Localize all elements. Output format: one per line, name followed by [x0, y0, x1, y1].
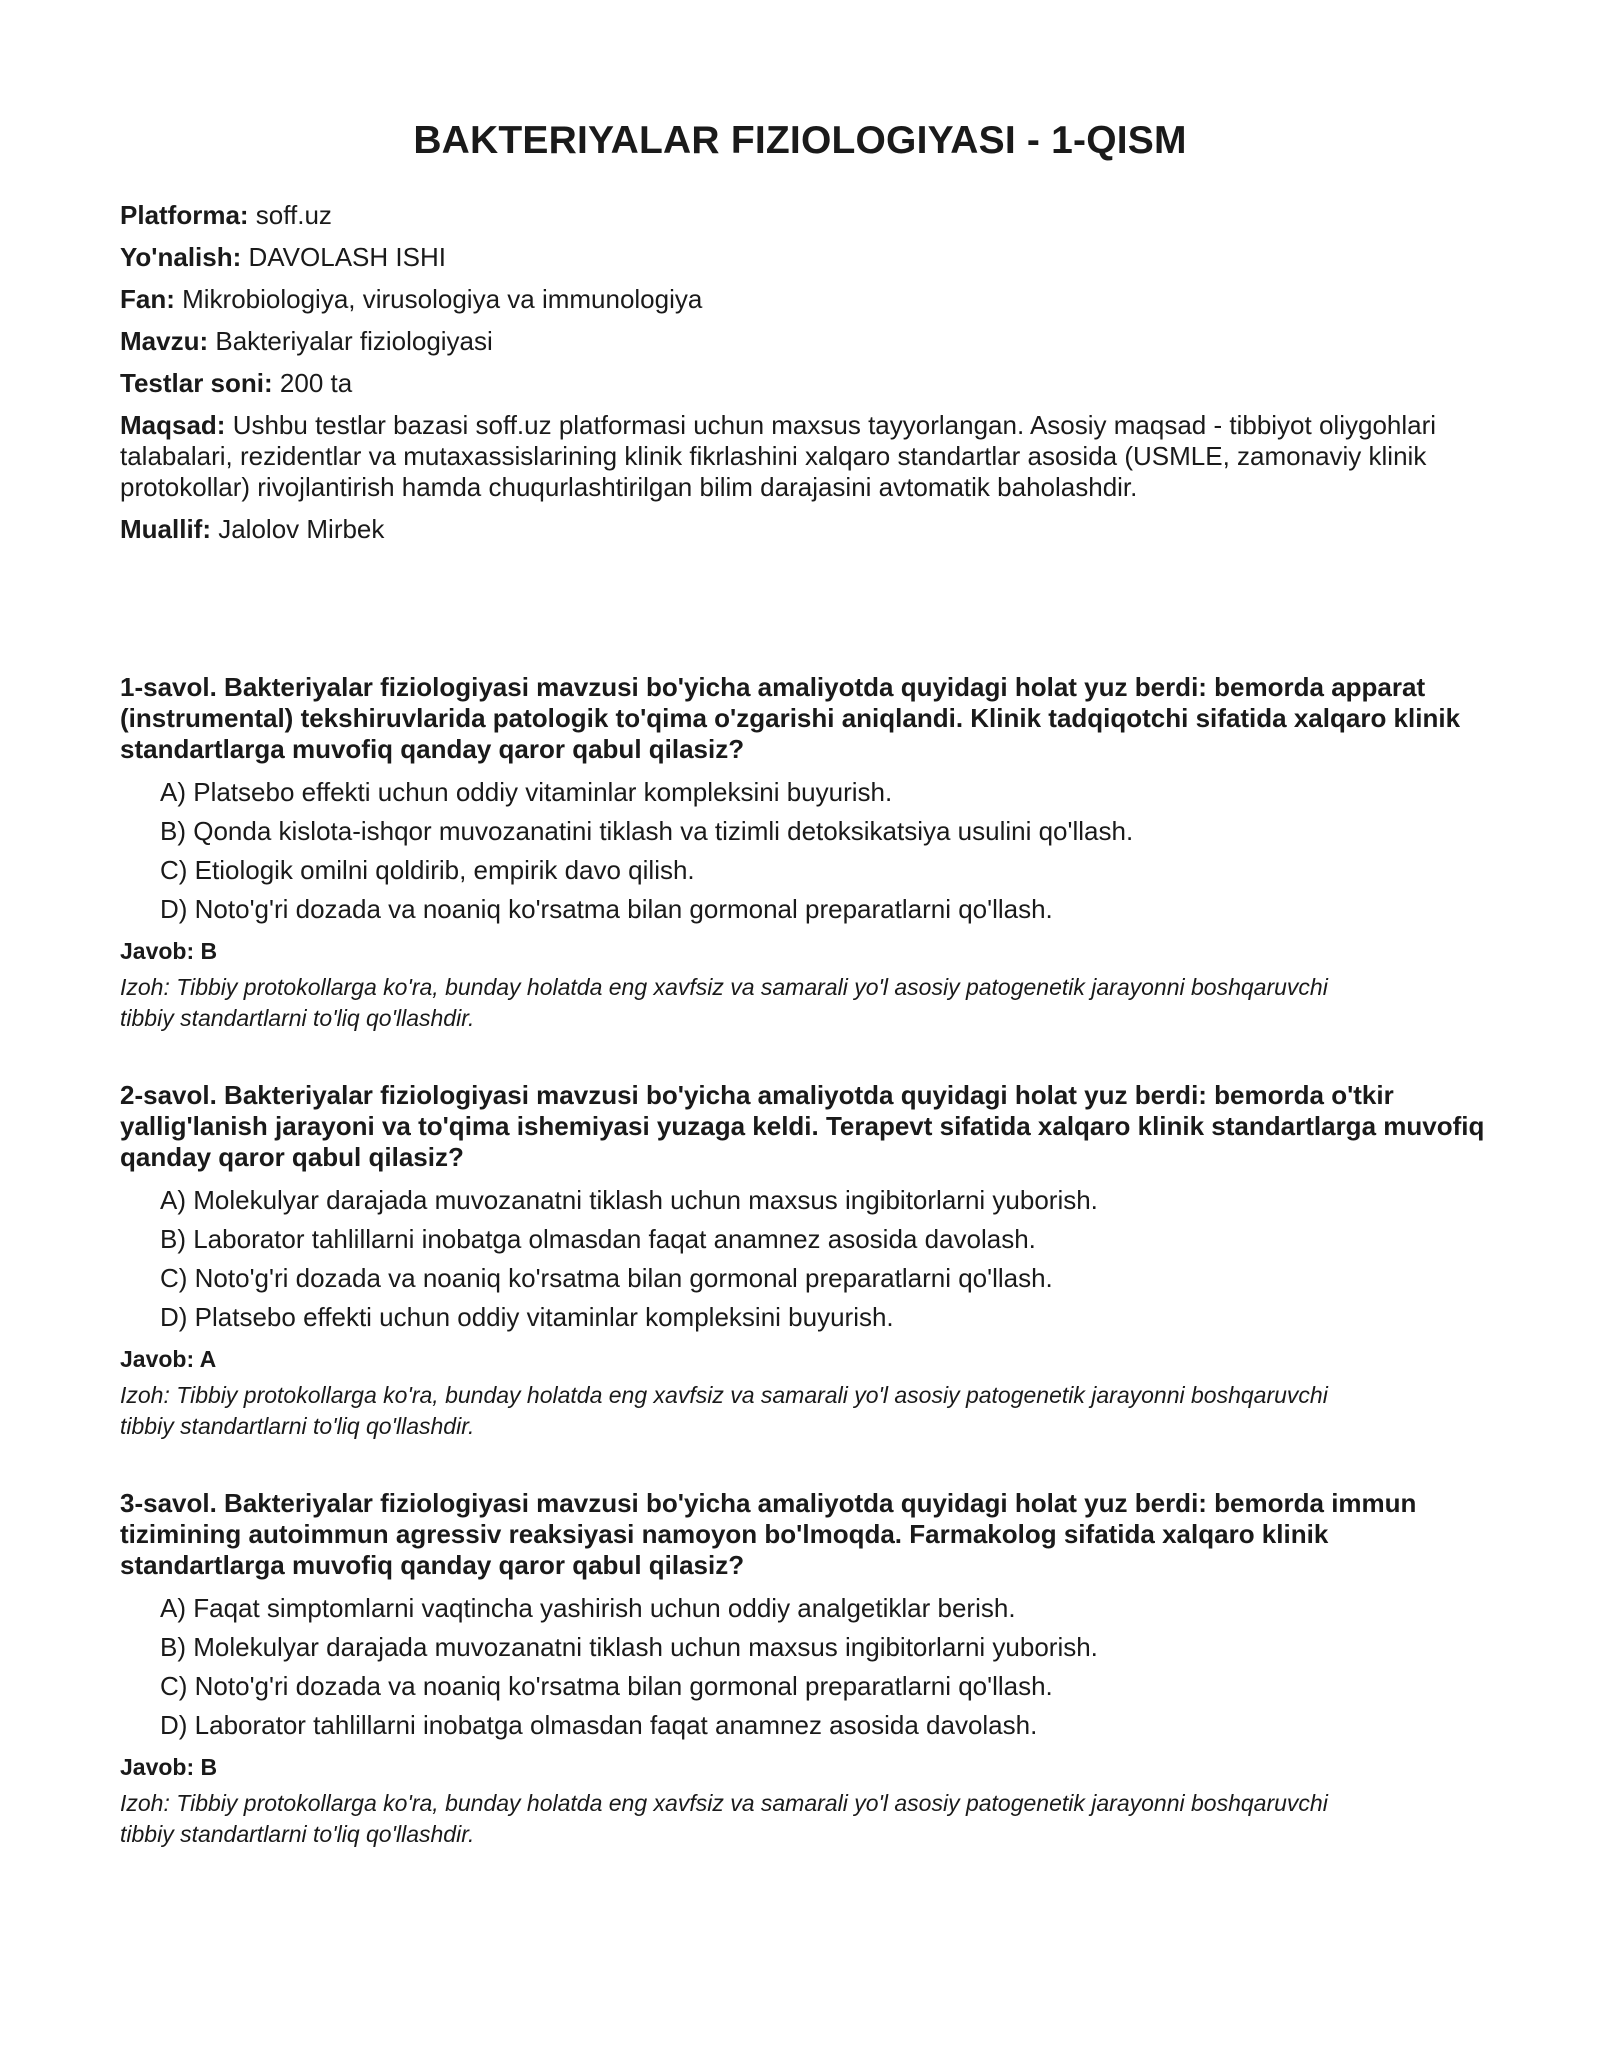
options-list — [120, 1185, 1490, 1333]
option-d: D) Noto'g'ri dozada va noaniq ko'rsatma bilan gormonal preparatlarni qo'llash. — [160, 894, 1053, 924]
document-title: BAKTERIYALAR FIZIOLOGIYASI - 1-QISM — [413, 119, 1187, 162]
meta-key: Yo'nalish: — [120, 242, 242, 272]
meta-key: Mavzu: — [120, 326, 209, 356]
option-c: C) Noto'g'ri dozada va noaniq ko'rsatma bilan gormonal preparatlarni qo'llash. — [160, 1263, 1053, 1293]
meta-key: Testlar soni: — [120, 368, 273, 398]
meta-value: DAVOLASH ISHI — [241, 242, 446, 272]
option-d: D) Laborator tahlillarni inobatga olmasdan faqat anamnez asosida davolash. — [160, 1710, 1038, 1740]
question-2 — [120, 1080, 1490, 1442]
meta-value: Jalolov Mirbek — [211, 514, 385, 544]
option-c: C) Noto'g'ri dozada va noaniq ko'rsatma bilan gormonal preparatlarni qo'llash. — [160, 1671, 1053, 1701]
meta-value: Ushbu testlar bazasi soff.uz platformasi uchun maxsus tayyorlangan. Asosiy maqsad - tibbiyot oliygohlari talabalari, rezidentlar va mutaxassislarining klinik fikrlashini xalqaro standartlar asosida (USMLE, zamonaviy klinik protokollar) rivojlantirish hamda chuqurlashtirilgan bilim darajasini avtomatik baholashdir. — [120, 410, 1437, 502]
meta-goal — [120, 410, 1480, 503]
question-3 — [120, 1488, 1490, 1850]
explanation-text: Izoh: Tibbiy protokollarga ko'ra, bunday holatda eng xavfsiz va samarali yo'l asosiy patogenetik jarayonni boshqaruvchi tibbiy standartlarni to'liq qo'llashdir. — [120, 1790, 1328, 1847]
question-text: 2-savol. Bakteriyalar fiziologiyasi mavzusi bo'yicha amaliyotda quyidagi holat yuz berdi: bemorda o'tkir yallig'lanish jarayoni va to'qima ishemiyasi yuzaga keldi. Terapevt sifatida xalqaro klinik standartlarga muvofiq qanday qaror qabul qilasiz? — [120, 1080, 1485, 1172]
explanation-text: Izoh: Tibbiy protokollarga ko'ra, bunday holatda eng xavfsiz va samarali yo'l asosiy patogenetik jarayonni boshqaruvchi tibbiy standartlarni to'liq qo'llashdir. — [120, 1382, 1328, 1439]
option-a: A) Platsebo effekti uchun oddiy vitaminlar kompleksini buyurish. — [160, 777, 893, 807]
meta-key: Maqsad: — [120, 410, 226, 440]
options-list — [120, 1593, 1490, 1741]
meta-value: 200 ta — [272, 368, 353, 398]
meta-key: Muallif: — [120, 514, 211, 544]
meta-key: Fan: — [120, 284, 175, 314]
meta-author — [120, 514, 1480, 545]
option-b: B) Laborator tahlillarni inobatga olmasdan faqat anamnez asosida davolash. — [160, 1224, 1036, 1254]
option-a: A) Faqat simptomlarni vaqtincha yashirish uchun oddiy analgetiklar berish. — [160, 1593, 1016, 1623]
option-b: B) Molekulyar darajada muvozanatni tiklash uchun maxsus ingibitorlarni yuborish. — [160, 1632, 1098, 1662]
question-text: 3-savol. Bakteriyalar fiziologiyasi mavzusi bo'yicha amaliyotda quyidagi holat yuz berdi: bemorda immun tizimining autoimmun agressiv reaksiyasi namoyon bo'lmoqda. Farmakolog sifatida xalqaro klinik standartlarga muvofiq qanday qaror qabul qilasiz? — [120, 1488, 1417, 1580]
question-text: 1-savol. Bakteriyalar fiziologiyasi mavzusi bo'yicha amaliyotda quyidagi holat yuz berdi: bemorda apparat (instrumental) tekshiruvlarida patologik to'qima o'zgarishi aniqlandi. Klinik tadqiqotchi sifatida xalqaro klinik standartlarga muvofiq qanday qaror qabul qilasiz? — [120, 672, 1461, 764]
meta-platform — [120, 200, 1480, 231]
meta-value: soff.uz — [248, 200, 332, 230]
option-a: A) Molekulyar darajada muvozanatni tiklash uchun maxsus ingibitorlarni yuborish. — [160, 1185, 1098, 1215]
meta-topic — [120, 326, 1480, 357]
meta-key: Platforma: — [120, 200, 249, 230]
meta-value: Bakteriyalar fiziologiyasi — [208, 326, 493, 356]
question-1 — [120, 672, 1490, 1034]
meta-direction — [120, 242, 1480, 273]
metadata-block — [120, 200, 1480, 556]
explanation-text: Izoh: Tibbiy protokollarga ko'ra, bunday holatda eng xavfsiz va samarali yo'l asosiy patogenetik jarayonni boshqaruvchi tibbiy standartlarni to'liq qo'llashdir. — [120, 974, 1328, 1031]
meta-test-count — [120, 368, 1480, 399]
option-b: B) Qonda kislota-ishqor muvozanatini tiklash va tizimli detoksikatsiya usulini qo'llash. — [160, 816, 1134, 846]
answer-label: Javob: B — [120, 1754, 218, 1780]
option-d: D) Platsebo effekti uchun oddiy vitaminlar kompleksini buyurish. — [160, 1302, 894, 1332]
meta-value: Mikrobiologiya, virusologiya va immunologiya — [174, 284, 703, 314]
option-c: C) Etiologik omilni qoldirib, empirik davo qilish. — [160, 855, 695, 885]
meta-subject — [120, 284, 1480, 315]
answer-label: Javob: A — [120, 1346, 217, 1372]
options-list — [120, 777, 1490, 925]
answer-label: Javob: B — [120, 938, 218, 964]
